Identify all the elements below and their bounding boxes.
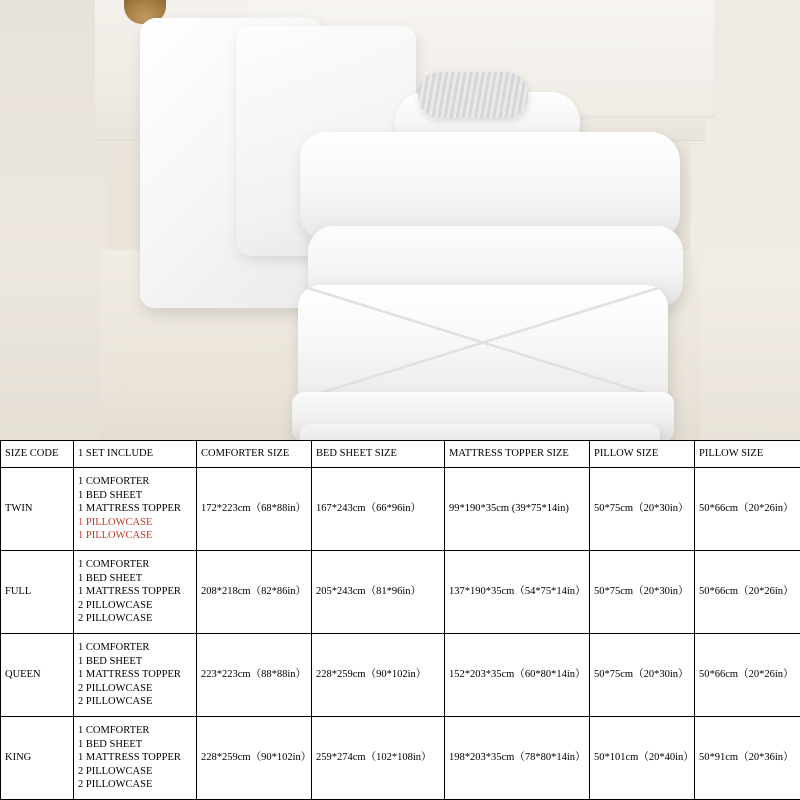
cell-bed-sheet-size: 167*243cm（66*96in） [312, 468, 445, 551]
table-row [1, 634, 800, 717]
include-line: 1 BED SHEET [78, 655, 143, 667]
lace-textured-roll [418, 72, 528, 118]
header-bed-sheet-size: BED SHEET SIZE [312, 441, 445, 468]
include-line: 1 MATTRESS TOPPER [78, 752, 181, 764]
cell-comforter-size: 228*259cm（90*102in） [197, 717, 312, 800]
include-line: 1 BED SHEET [78, 489, 143, 501]
cell-size-code: QUEEN [1, 634, 74, 717]
include-line: 1 PILLOWCASE [78, 530, 153, 542]
include-line: 1 MATTRESS TOPPER [78, 669, 181, 681]
table-body [1, 468, 800, 800]
cell-bed-sheet-size: 205*243cm（81*96in） [312, 551, 445, 634]
cell-pillow-size-1: 50*75cm（20*30in） [590, 468, 695, 551]
folded-comforter-edge-lower [300, 424, 660, 440]
cell-set-include [74, 468, 197, 551]
cell-pillow-size-1: 50*75cm（20*30in） [590, 551, 695, 634]
include-line: 1 COMFORTER [78, 725, 150, 737]
include-line: 2 PILLOWCASE [78, 779, 153, 791]
quilt-stitch-pattern [298, 285, 668, 400]
include-line: 1 COMFORTER [78, 476, 150, 488]
cell-pillow-size-2: 50*66cm（20*26in） [695, 634, 800, 717]
cell-mattress-topper-size: 152*203*35cm（60*80*14in） [445, 634, 590, 717]
header-size-code: SIZE CODE [1, 441, 74, 468]
cell-size-code: FULL [1, 551, 74, 634]
photo-left-panel [0, 0, 108, 440]
include-line: 2 PILLOWCASE [78, 682, 153, 694]
cell-pillow-size-1: 50*101cm（20*40in） [590, 717, 695, 800]
cell-pillow-size-2: 50*66cm（20*26in） [695, 551, 800, 634]
include-line: 1 BED SHEET [78, 572, 143, 584]
table-row [1, 717, 800, 800]
cell-set-include [74, 717, 197, 800]
header-pillow-size-2: PILLOW SIZE [695, 441, 800, 468]
header-pillow-size-1: PILLOW SIZE [590, 441, 695, 468]
cell-bed-sheet-size: 228*259cm（90*102in） [312, 634, 445, 717]
cell-comforter-size: 223*223cm（88*88in） [197, 634, 312, 717]
cell-set-include [74, 551, 197, 634]
cell-comforter-size: 208*218cm（82*86in） [197, 551, 312, 634]
cell-pillow-size-2: 50*66cm（20*26in） [695, 468, 800, 551]
cell-bed-sheet-size: 259*274cm（102*108in） [312, 717, 445, 800]
header-comforter-size: COMFORTER SIZE [197, 441, 312, 468]
table-header-row [1, 441, 800, 468]
table-row [1, 468, 800, 551]
include-line: 2 PILLOWCASE [78, 613, 153, 625]
cell-mattress-topper-size: 137*190*35cm（54*75*14in） [445, 551, 590, 634]
cell-size-code: TWIN [1, 468, 74, 551]
include-line: 1 MATTRESS TOPPER [78, 503, 181, 515]
quilted-comforter [298, 285, 668, 400]
include-line: 1 PILLOWCASE [78, 516, 153, 528]
include-line: 1 COMFORTER [78, 642, 150, 654]
include-line: 1 BED SHEET [78, 738, 143, 750]
cell-pillow-size-1: 50*75cm（20*30in） [590, 634, 695, 717]
include-line: 1 MATTRESS TOPPER [78, 586, 181, 598]
cell-comforter-size: 172*223cm（68*88in） [197, 468, 312, 551]
include-line: 2 PILLOWCASE [78, 599, 153, 611]
mattress-topper [300, 132, 680, 240]
cell-pillow-size-2: 50*91cm（20*36in） [695, 717, 800, 800]
cell-mattress-topper-size: 198*203*35cm（78*80*14in） [445, 717, 590, 800]
include-line: 2 PILLOWCASE [78, 765, 153, 777]
header-mattress-topper-size: MATTRESS TOPPER SIZE [445, 441, 590, 468]
size-table-wrapper [0, 440, 800, 800]
include-line: 1 COMFORTER [78, 559, 150, 571]
table-row [1, 551, 800, 634]
include-line: 2 PILLOWCASE [78, 696, 153, 708]
cell-mattress-topper-size: 99*190*35cm (39*75*14in) [445, 468, 590, 551]
cell-set-include [74, 634, 197, 717]
header-set-include: 1 SET INCLUDE [74, 441, 197, 468]
cell-size-code: KING [1, 717, 74, 800]
size-spec-table [0, 440, 800, 800]
table-header [1, 441, 800, 468]
